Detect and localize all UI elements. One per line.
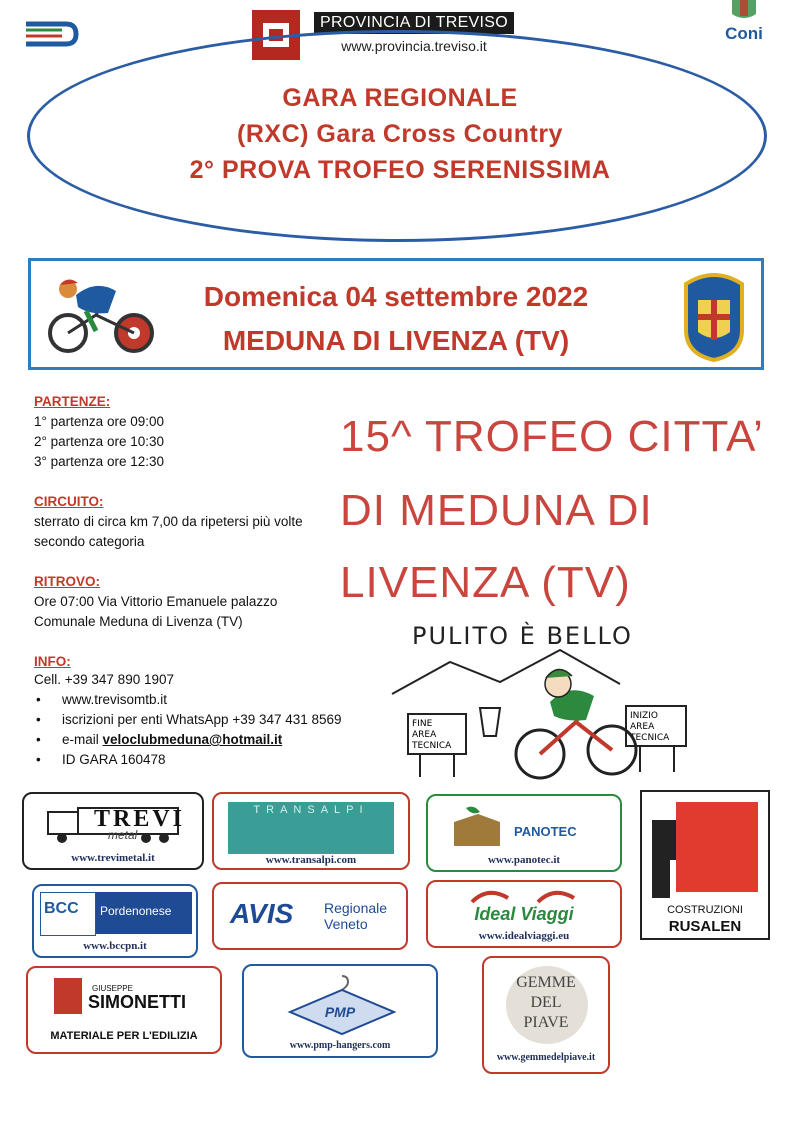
pmp-url: www.pmp-hangers.com bbox=[289, 1040, 391, 1051]
mtb-cartoon-illustration bbox=[390, 622, 720, 787]
sponsor-avis-veneto[interactable] bbox=[212, 882, 408, 950]
province-name: PROVINCIA DI TREVISO bbox=[314, 12, 514, 34]
avis-sub1: Regionale bbox=[324, 900, 388, 916]
title-line-3: 2° PROVA TROFEO SERENISSIMA bbox=[189, 156, 611, 184]
town-crest-icon bbox=[678, 270, 750, 362]
gemme-url: www.gemmedelpiave.it bbox=[496, 1052, 596, 1063]
info-website[interactable]: www.trevisomtb.it bbox=[62, 692, 168, 707]
email-link[interactable]: veloclubmeduna@hotmail.it bbox=[102, 732, 283, 747]
info-cell: Cell. +39 347 890 1907 bbox=[34, 672, 174, 687]
bcc-sub: Pordenonese bbox=[100, 904, 172, 918]
sign-right-line: AREA bbox=[630, 722, 655, 732]
gemme-line3: PIAVE bbox=[523, 1014, 569, 1031]
list-item: • e-mail veloclubmeduna@hotmail.it bbox=[36, 732, 283, 747]
sponsor-transalpi[interactable] bbox=[212, 792, 410, 870]
bcc-logo-text: BCC bbox=[44, 900, 79, 917]
avis-logo-text: AVIS bbox=[230, 898, 294, 929]
partenza-item: 1° partenza ore 09:00 bbox=[34, 414, 164, 429]
event-date: Domenica 04 settembre 2022 bbox=[203, 281, 589, 312]
info-gara-id: ID GARA 160478 bbox=[62, 752, 166, 767]
ideal-logo-text: Ideal Viaggi bbox=[474, 904, 574, 924]
info-email-label: e-mail bbox=[62, 732, 103, 747]
circuito-heading: CIRCUITO: bbox=[34, 494, 104, 509]
sponsor-ideal-viaggi[interactable] bbox=[426, 880, 622, 948]
sponsor-pmp-hangers[interactable] bbox=[242, 964, 438, 1058]
rusalen-line1: COSTRUZIONI bbox=[667, 904, 743, 916]
gemme-line2: DEL bbox=[530, 994, 562, 1011]
rusalen-r-logo-icon bbox=[650, 800, 762, 900]
sign-right-line: INIZIO bbox=[630, 711, 658, 721]
ideal-url: www.idealviaggi.eu bbox=[478, 930, 570, 942]
sign-right-line: TECNICA bbox=[630, 733, 670, 743]
list-item: • ID GARA 160478 bbox=[34, 750, 354, 770]
fci-logo bbox=[22, 14, 80, 48]
trevi-url: www.trevimetal.it bbox=[71, 852, 155, 864]
pmp-logo-text: PMP bbox=[324, 1004, 356, 1020]
sponsor-bcc-pordenonese[interactable] bbox=[32, 884, 198, 958]
bcc-url: www.bccpn.it bbox=[83, 940, 147, 952]
ritrovo-text: Ore 07:00 Via Vittorio Emanuele palazzo Comunale Meduna di Livenza (TV) bbox=[34, 594, 278, 629]
simonetti-logo-text: SIMONETTI bbox=[88, 992, 186, 1012]
avis-sub2: Veneto bbox=[324, 916, 368, 932]
sign-left-line: TECNICA bbox=[412, 741, 452, 751]
title-line-1: GARA REGIONALE bbox=[282, 84, 518, 112]
province-website[interactable]: www.provincia.treviso.it bbox=[341, 38, 487, 54]
partenza-item: 3° partenza ore 12:30 bbox=[34, 454, 164, 469]
rusalen-line2: RUSALEN bbox=[668, 918, 742, 935]
sign-left-line: FINE bbox=[412, 719, 433, 729]
sponsor-panotec[interactable] bbox=[426, 794, 622, 872]
ritrovo-heading: RITROVO: bbox=[34, 574, 100, 589]
panotec-url: www.panotec.it bbox=[487, 854, 561, 866]
transalpi-logo-text: TRANSALPI bbox=[253, 804, 369, 816]
recycle-box-icon bbox=[448, 804, 506, 850]
sponsor-gemme-del-piave[interactable] bbox=[482, 956, 610, 1074]
list-item: • www.trevisomtb.it bbox=[34, 690, 354, 710]
dolphins-icon bbox=[468, 886, 588, 906]
transalpi-url: www.transalpi.com bbox=[265, 854, 357, 866]
gemme-line1: GEMME bbox=[516, 974, 576, 991]
panotec-logo-text: PANOTEC bbox=[514, 824, 577, 839]
list-item: • iscrizioni per enti WhatsApp +39 347 431 8569 bbox=[34, 710, 354, 730]
partenze-heading: PARTENZE: bbox=[34, 394, 111, 409]
cartoon-caption: PULITO È BELLO bbox=[412, 622, 633, 650]
trophy-title-line-3: LIVENZA (TV) bbox=[340, 558, 631, 607]
simonetti-small: GIUSEPPE bbox=[92, 984, 133, 993]
trophy-title-line-2: DI MEDUNA DI bbox=[340, 486, 653, 535]
trevi-logo-text: TREVI bbox=[94, 806, 186, 832]
event-place: MEDUNA DI LIVENZA (TV) bbox=[222, 325, 570, 356]
trophy-title-line-1: 15^ TROFEO CITTA’ bbox=[340, 412, 764, 461]
circuito-text: sterrato di circa km 7,00 da ripetersi più volte secondo categoria bbox=[34, 514, 303, 549]
sponsor-simonetti[interactable] bbox=[26, 966, 222, 1054]
info-block bbox=[34, 670, 354, 770]
sponsor-rusalen[interactable] bbox=[640, 790, 770, 940]
title-line-2: (RXC) Gara Cross Country bbox=[237, 120, 563, 148]
partenza-item: 2° partenza ore 10:30 bbox=[34, 434, 164, 449]
info-heading: INFO: bbox=[34, 654, 71, 669]
simonetti-tag: MATERIALE PER L'EDILIZIA bbox=[50, 1030, 198, 1042]
sign-left-line: AREA bbox=[412, 730, 437, 740]
trevi-sub: metal bbox=[108, 828, 138, 842]
coni-label: Coni bbox=[725, 24, 763, 43]
partenze-list bbox=[34, 412, 164, 472]
info-whatsapp: iscrizioni per enti WhatsApp +39 347 431 8569 bbox=[62, 712, 342, 727]
sponsor-trevimetal[interactable] bbox=[22, 792, 204, 870]
